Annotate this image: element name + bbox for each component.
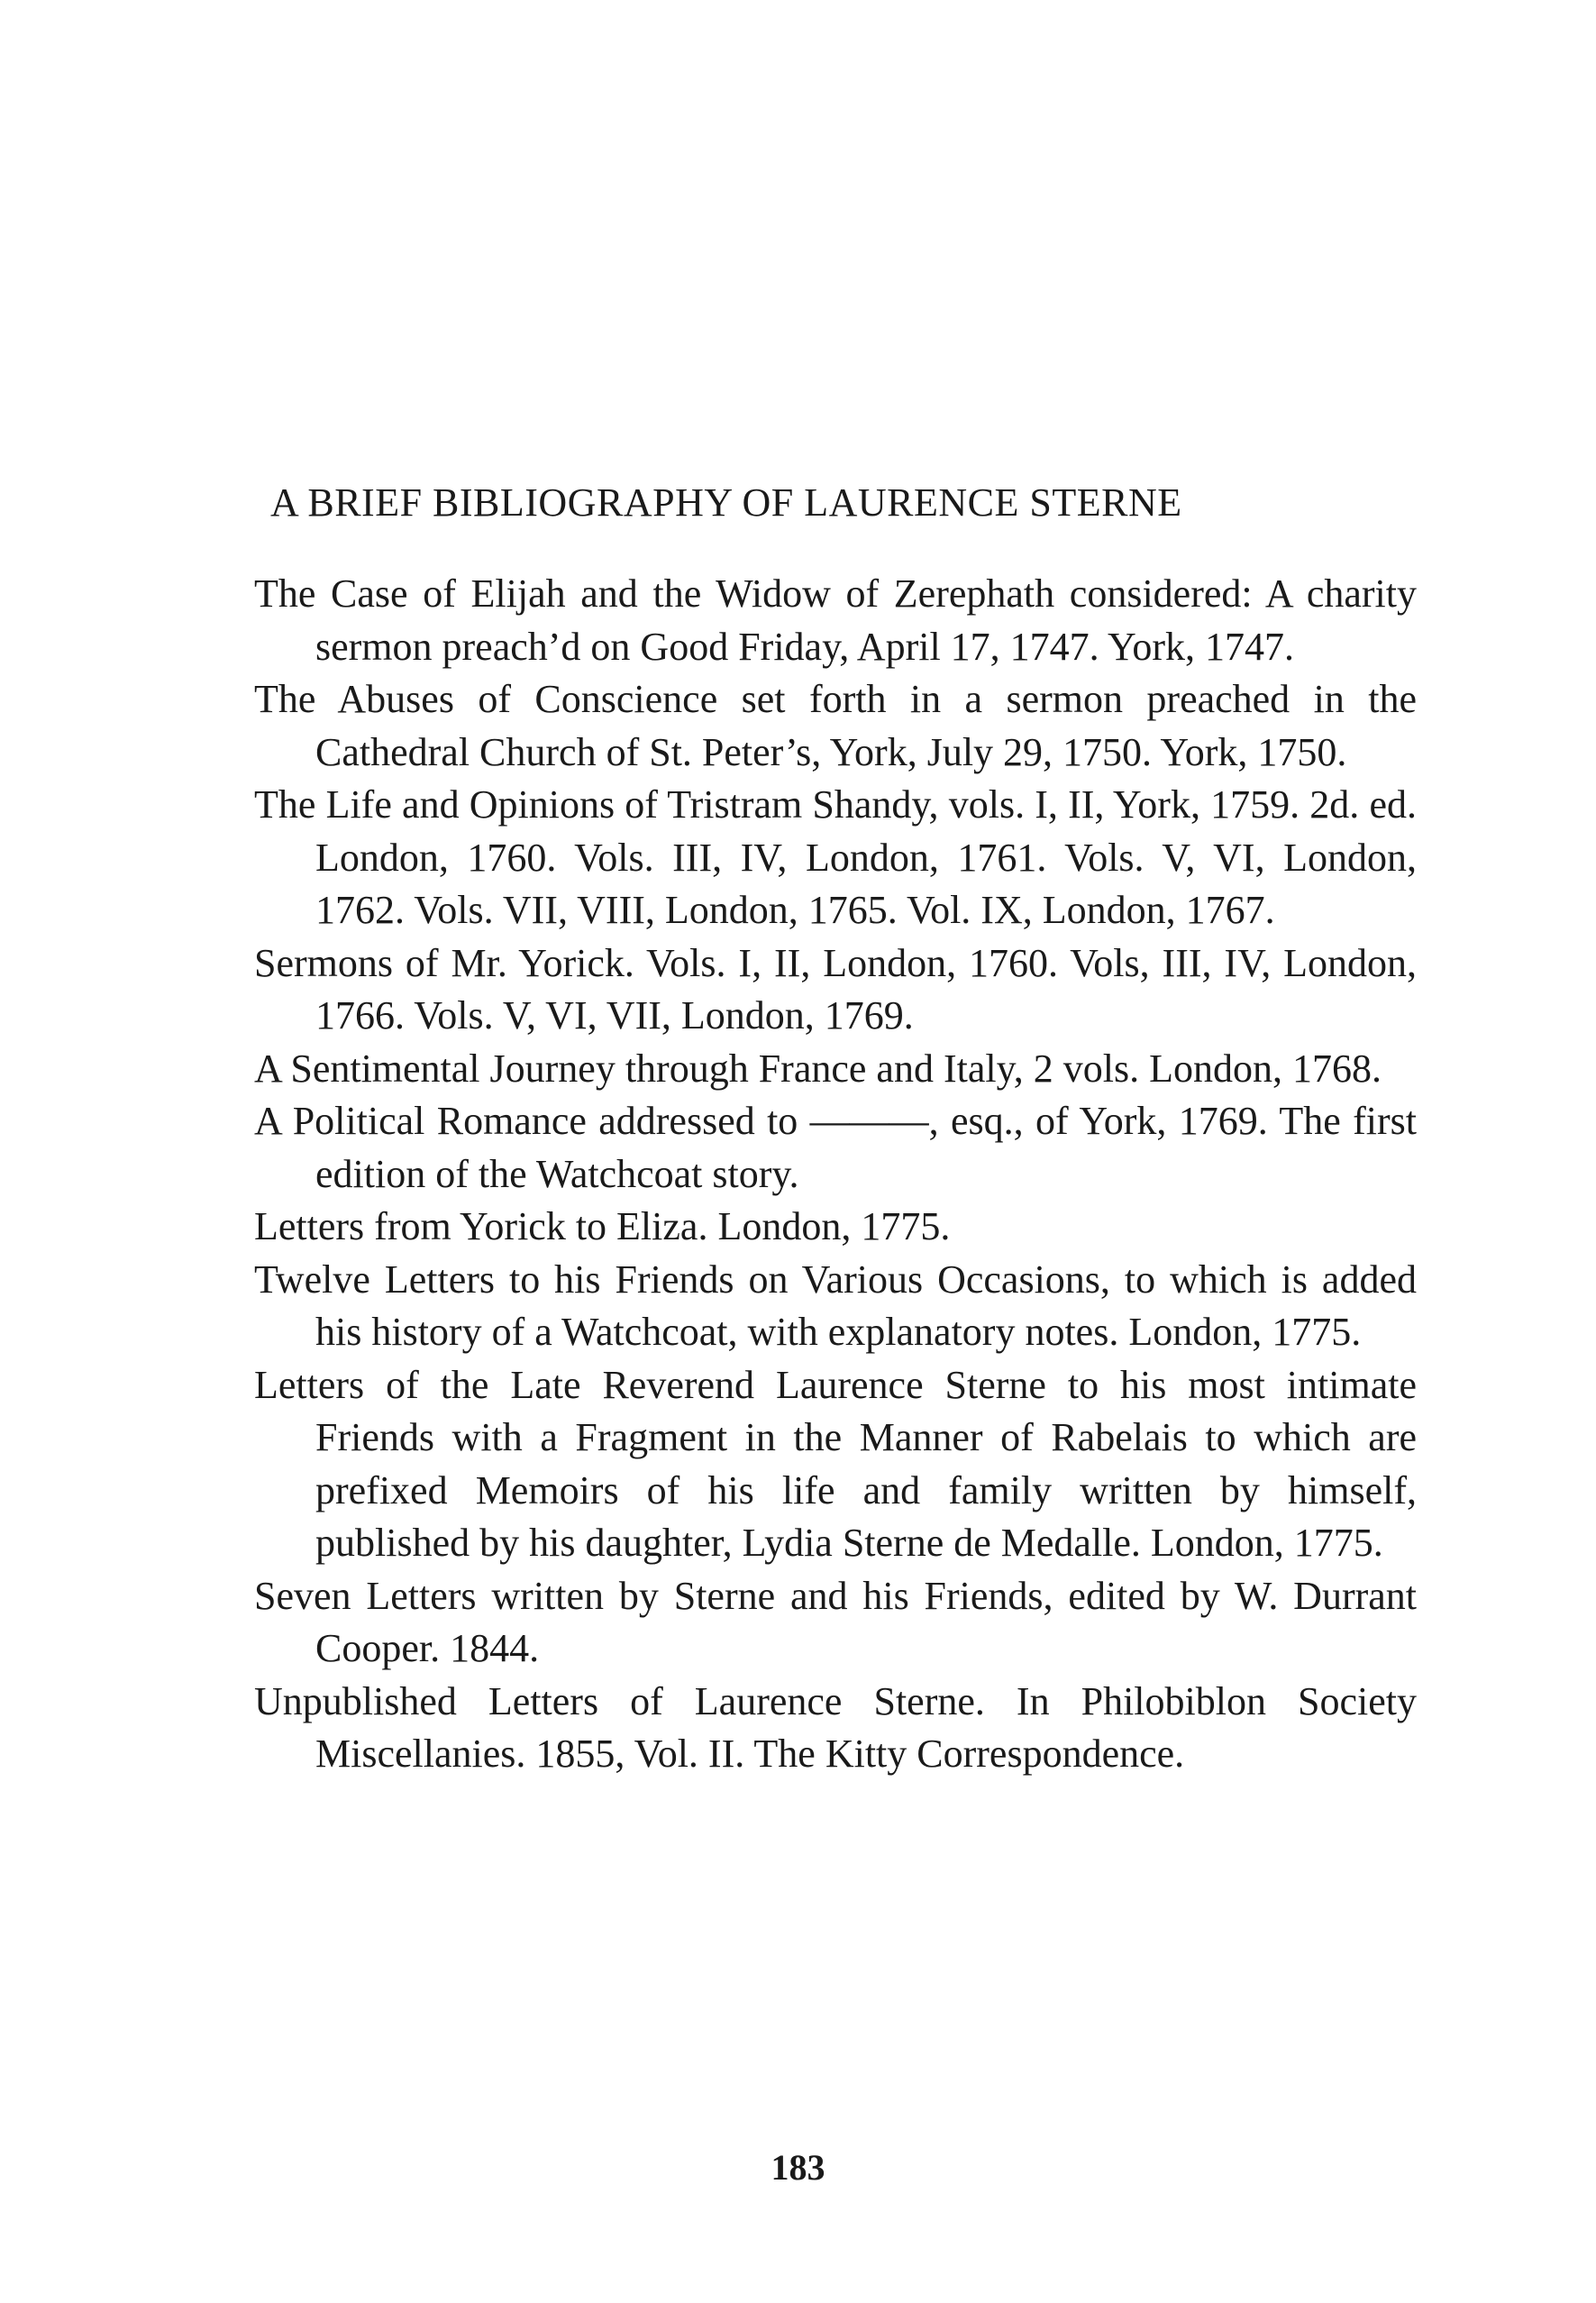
bibliography-entry: Unpublished Letters of Laurence Sterne. In Philobiblon Society Miscellanies. 1855, Vol. II. The Kitty Correspondence. — [254, 1678, 1417, 1776]
bibliography-entry: A Political Romance addressed to ———, esq., of York, 1769. The first edition of the Watchcoat story. — [254, 1099, 1417, 1196]
bibliography-entry: The Abuses of Conscience set forth in a sermon preached in the Cathedral Church of St. Peter’s, York, July 29, 1750. York, 1750. — [254, 677, 1417, 774]
bibliography-entry: Sermons of Mr. Yorick. Vols. I, II, London, 1760. Vols, III, IV, London, 1766. Vols. V, VI, VII, London, 1769. — [254, 940, 1417, 1037]
bibliography-entry: Letters of the Late Reverend Laurence Sterne to his most intimate Friends with a Fragment in the Manner of Rabelais to which are prefixed Memoirs of his life and family written by himself, published by his daughter, Lydia Sterne de Medalle. London, 1775. — [254, 1362, 1417, 1565]
bibliography-entry: The Case of Elijah and the Widow of Zerephath considered: A charity sermon preach’d on Good Friday, April 17, 1747. York, 1747. — [254, 571, 1417, 669]
bibliography-entry: Twelve Letters to his Friends on Various Occasions, to which is added his history of a Watchcoat, with explanatory notes. London, 1775. — [254, 1257, 1417, 1354]
page-title: A BRIEF BIBLIOGRAPHY OF LAURENCE STERNE — [270, 480, 1182, 525]
bibliography-entry: A Sentimental Journey through France and Italy, 2 vols. London, 1768. — [254, 1046, 1382, 1091]
page-number: 183 — [771, 2147, 825, 2188]
bibliography-list — [254, 568, 1417, 1781]
bibliography-entry: Letters from Yorick to Eliza. London, 1775. — [254, 1204, 951, 1248]
bibliography-entry: Seven Letters written by Sterne and his Friends, edited by W. Durrant Cooper. 1844. — [254, 1573, 1417, 1670]
bibliography-entry: The Life and Opinions of Tristram Shandy, vols. I, II, York, 1759. 2d. ed. London, 1760. Vols. III, IV, London, 1761. Vols. V, VI, London, 1762. Vols. VII, VIII, London, 1765. Vol. IX, London, 1767. — [254, 782, 1417, 932]
